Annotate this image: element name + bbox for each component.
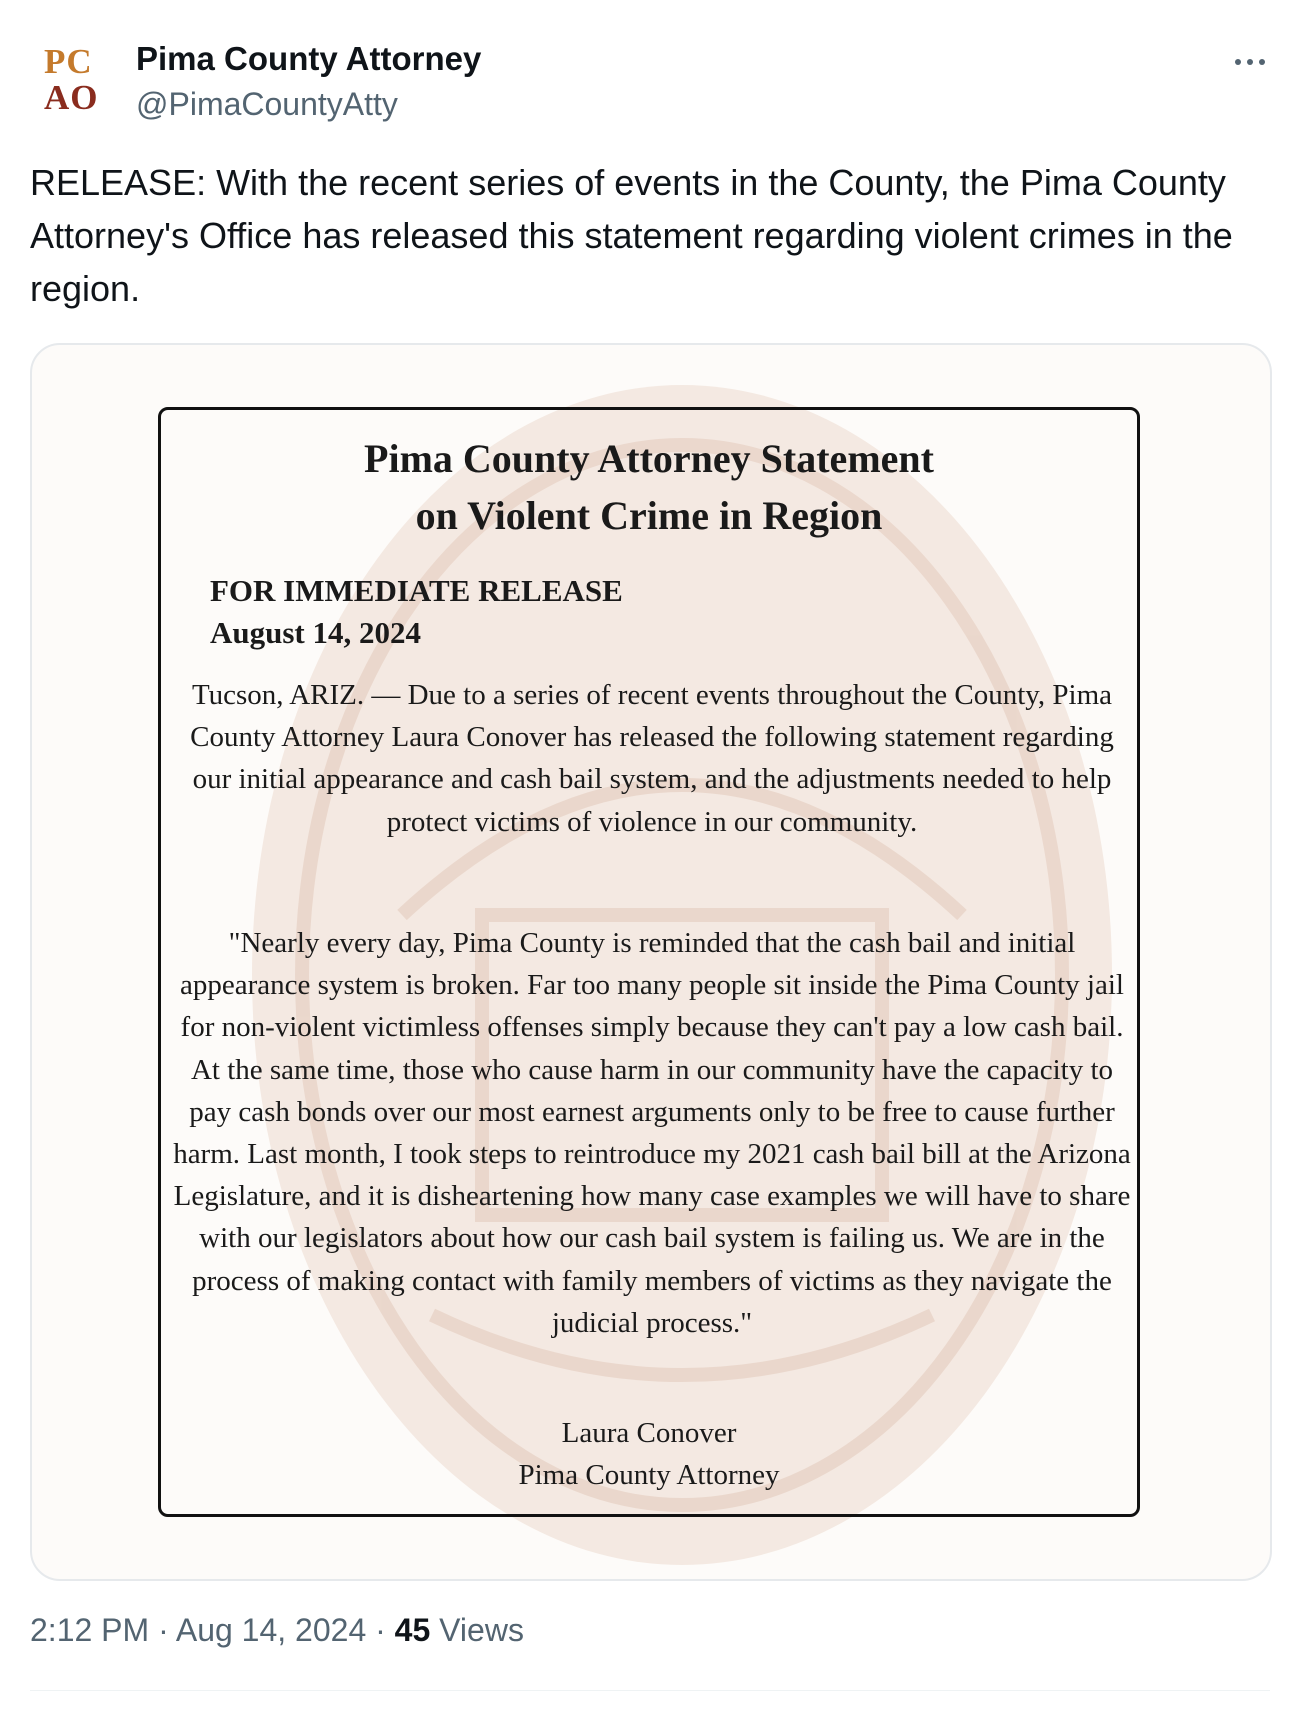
statement-title-line1: Pima County Attorney Statement [364,436,934,481]
release-label: FOR IMMEDIATE RELEASE [210,573,623,608]
avatar-logo-line1: PC [44,42,93,81]
more-horizontal-icon [1235,59,1241,65]
avatar-logo-line2: AO [44,78,99,117]
views-label: Views [439,1612,524,1648]
statement-paragraph-quote: "Nearly every day, Pima County is reminded that the cash bail and initial appearance system is broken. Far too many people sit inside the Pima County jail for non-violent victimless offenses simply because they can't pay a low cash bail. At the same time, those who cause harm in our community have the capacity to pay cash bonds over our most earnest arguments only to be free to cause further harm. Last month, I took steps to reintroduce my 2021 cash bail bill at the Arizona Legislature, and it is disheartening how many case examples we will have to share with our legislators about how our cash bail system is failing us. We are in the process of making contact with family members of victims as they navigate the judicial process." [173,927,1131,1339]
tweet-time[interactable]: 2:12 PM [30,1612,150,1648]
statement-title-line2: on Violent Crime in Region [415,493,883,538]
more-horizontal-icon [1247,59,1253,65]
avatar[interactable] [44,44,112,122]
release-date: August 14, 2024 [210,615,422,650]
divider [30,1690,1270,1691]
statement-title [161,430,1137,544]
more-options-button[interactable] [1228,42,1272,82]
tweet-date[interactable]: Aug 14, 2024 [175,1612,367,1648]
author-name[interactable]: Pima County Attorney [136,40,482,77]
tweet-meta [30,1612,524,1649]
meta-separator: · [375,1612,386,1648]
media-image-card[interactable] [30,343,1272,1581]
signature-title: Pima County Attorney [518,1459,780,1491]
meta-separator: · [158,1612,169,1648]
views-count: 45 [394,1612,431,1648]
more-horizontal-icon [1259,59,1265,65]
press-statement [158,407,1140,1517]
tweet-text: RELEASE: With the recent series of events in the County, the Pima County Attorney's Office has released this statement regarding violent crimes in the region. [30,162,1233,309]
author-handle[interactable]: @PimaCountyAtty [136,86,398,122]
statement-paragraph-intro: Tucson, ARIZ. — Due to a series of recent events throughout the County, Pima County Attorney Laura Conover has released the following statement regarding our initial appearance and cash bail system, and the adjustments needed to help protect victims of violence in our community. [190,679,1114,838]
signature-name: Laura Conover [561,1417,737,1449]
